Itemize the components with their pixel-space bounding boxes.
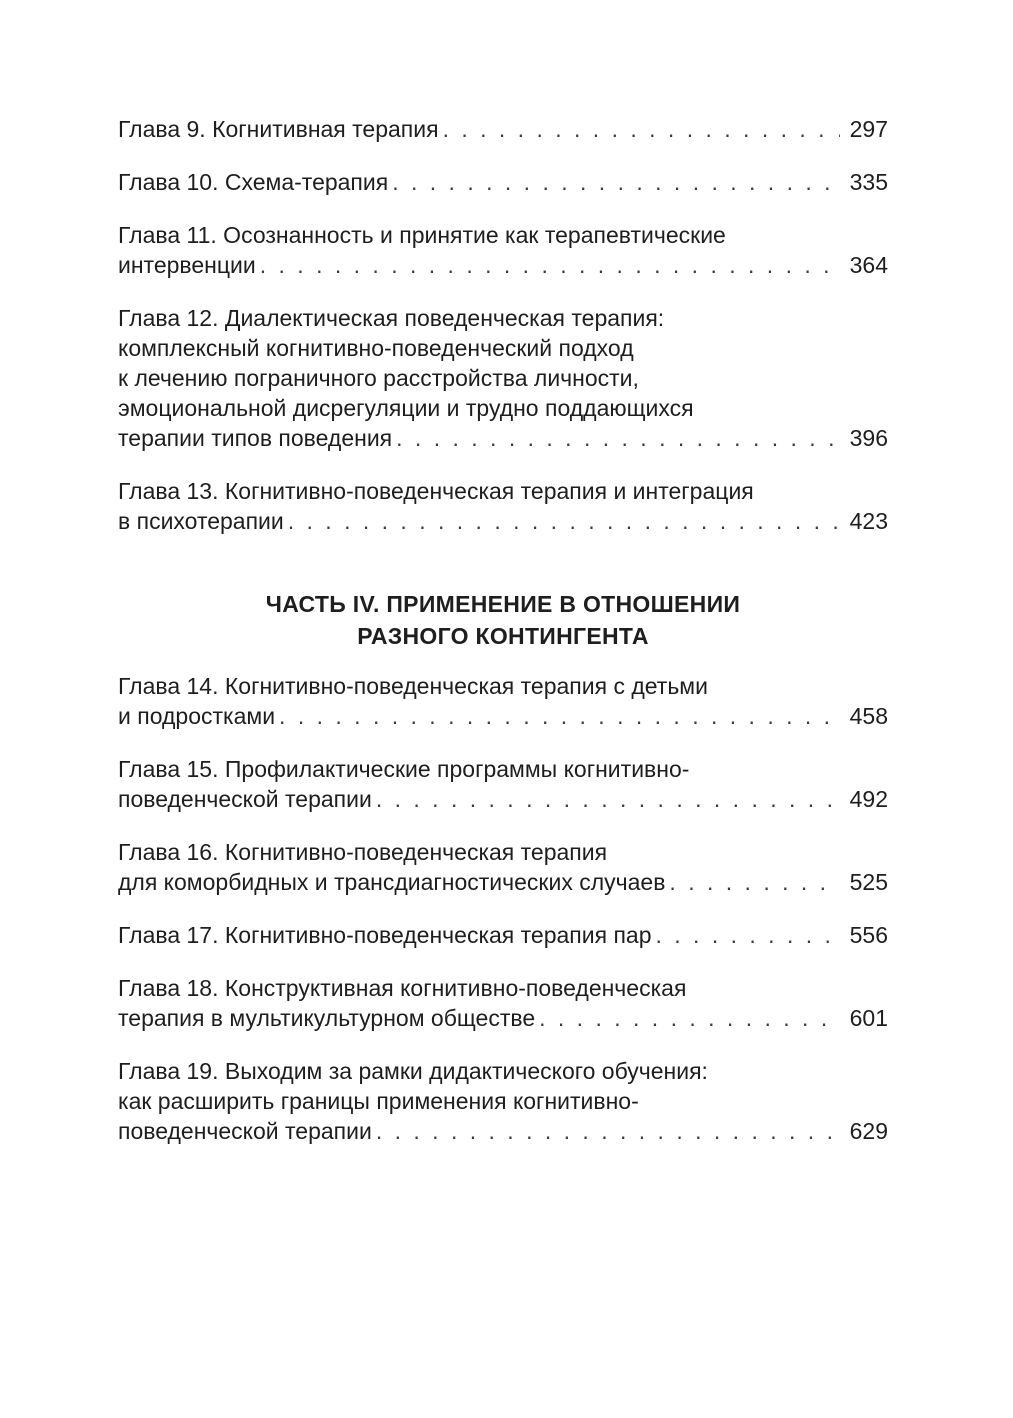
toc-entry-title-line: комплексный когнитивно-поведенческий подход (118, 335, 634, 361)
toc-page-number: 525 (849, 869, 888, 895)
toc-entry-title-line: Глава 11. Осознанность и принятие как терапевтические (118, 222, 726, 248)
toc-entry-ch17 (118, 920, 888, 950)
dot-leader (443, 114, 840, 144)
toc-entry-title-last-line: интервенции (118, 252, 256, 278)
dot-leader (279, 701, 840, 731)
toc-entry-title-line: как расширить границы применения когнитивно- (118, 1088, 639, 1114)
toc-page-number: 492 (849, 786, 888, 812)
dot-leader (288, 506, 840, 536)
toc-page-number: 601 (849, 1005, 888, 1031)
part-heading-line: ЧАСТЬ IV. ПРИМЕНЕНИЕ В ОТНОШЕНИИ (265, 591, 741, 617)
toc-entry-title-line: к лечению пограничного расстройства личности, (118, 365, 639, 391)
toc-entry-title-last-line: терапии типов поведения (118, 425, 393, 451)
toc-entry-title-last-line: поведенческой терапии (118, 1118, 372, 1144)
toc-entry-title-last-line: терапия в мультикультурном обществе (118, 1005, 536, 1031)
toc-entry-title-last-line: в психотерапии (118, 508, 284, 534)
toc-entry-title-line: Глава 14. Когнитивно-поведенческая терапия с детьми (118, 673, 708, 699)
toc-page-number: 423 (849, 508, 888, 534)
toc-entry-title-line: эмоциональной дисрегуляции и трудно поддающихся (118, 395, 694, 421)
toc-entry-ch12 (118, 303, 888, 453)
toc-page-number: 629 (849, 1118, 888, 1144)
toc-entry-ch19 (118, 1056, 888, 1146)
toc-entry-title: Глава 9. Когнитивная терапия (118, 116, 439, 142)
toc-entry-title: Глава 17. Когнитивно-поведенческая терапия пар (118, 922, 652, 948)
toc-entry-title-last-line: для коморбидных и трансдиагностических случаев (118, 869, 666, 895)
dot-leader (539, 1003, 840, 1033)
toc-entry-ch13 (118, 476, 888, 536)
dot-leader (396, 423, 840, 453)
dot-leader (376, 784, 840, 814)
toc-page-number: 297 (849, 116, 888, 142)
toc-entry-title-line: Глава 18. Конструктивная когнитивно-поведенческая (118, 975, 687, 1001)
toc-page-number: 335 (849, 169, 888, 195)
toc-entry-title-line: Глава 16. Когнитивно-поведенческая терапия (118, 839, 608, 865)
toc-entry-ch10 (118, 167, 888, 197)
dot-leader (669, 867, 840, 897)
dot-leader (655, 920, 840, 950)
toc-list-part4 (118, 671, 888, 1169)
toc-entry-title-line: Глава 19. Выходим за рамки дидактического обучения: (118, 1058, 708, 1084)
toc-entry-ch15 (118, 754, 888, 814)
dot-leader (392, 167, 840, 197)
toc-entry-title-line: Глава 13. Когнитивно-поведенческая терапия и интеграция (118, 478, 754, 504)
toc-entry-ch9 (118, 114, 888, 144)
dot-leader (260, 250, 840, 280)
toc-page-number: 396 (849, 425, 888, 451)
dot-leader (376, 1116, 840, 1146)
toc-page-number: 458 (849, 703, 888, 729)
toc-entry-title-line: Глава 12. Диалектическая поведенческая терапия: (118, 305, 665, 331)
toc-entry-ch14 (118, 671, 888, 731)
toc-entry-ch11 (118, 220, 888, 280)
toc-entry-title-last-line: поведенческой терапии (118, 786, 372, 812)
toc-page-number: 556 (849, 922, 888, 948)
toc-entry-ch18 (118, 973, 888, 1033)
toc-entry-title-last-line: и подростками (118, 703, 276, 729)
toc-entry-title: Глава 10. Схема-терапия (118, 169, 389, 195)
toc-entry-title-line: Глава 15. Профилактические программы когнитивно- (118, 756, 690, 782)
part-heading (118, 588, 888, 652)
toc-list-part3 (118, 114, 888, 559)
part-heading-line: РАЗНОГО КОНТИНГЕНТА (357, 623, 649, 649)
toc-entry-ch16 (118, 837, 888, 897)
toc-page-number: 364 (849, 252, 888, 278)
